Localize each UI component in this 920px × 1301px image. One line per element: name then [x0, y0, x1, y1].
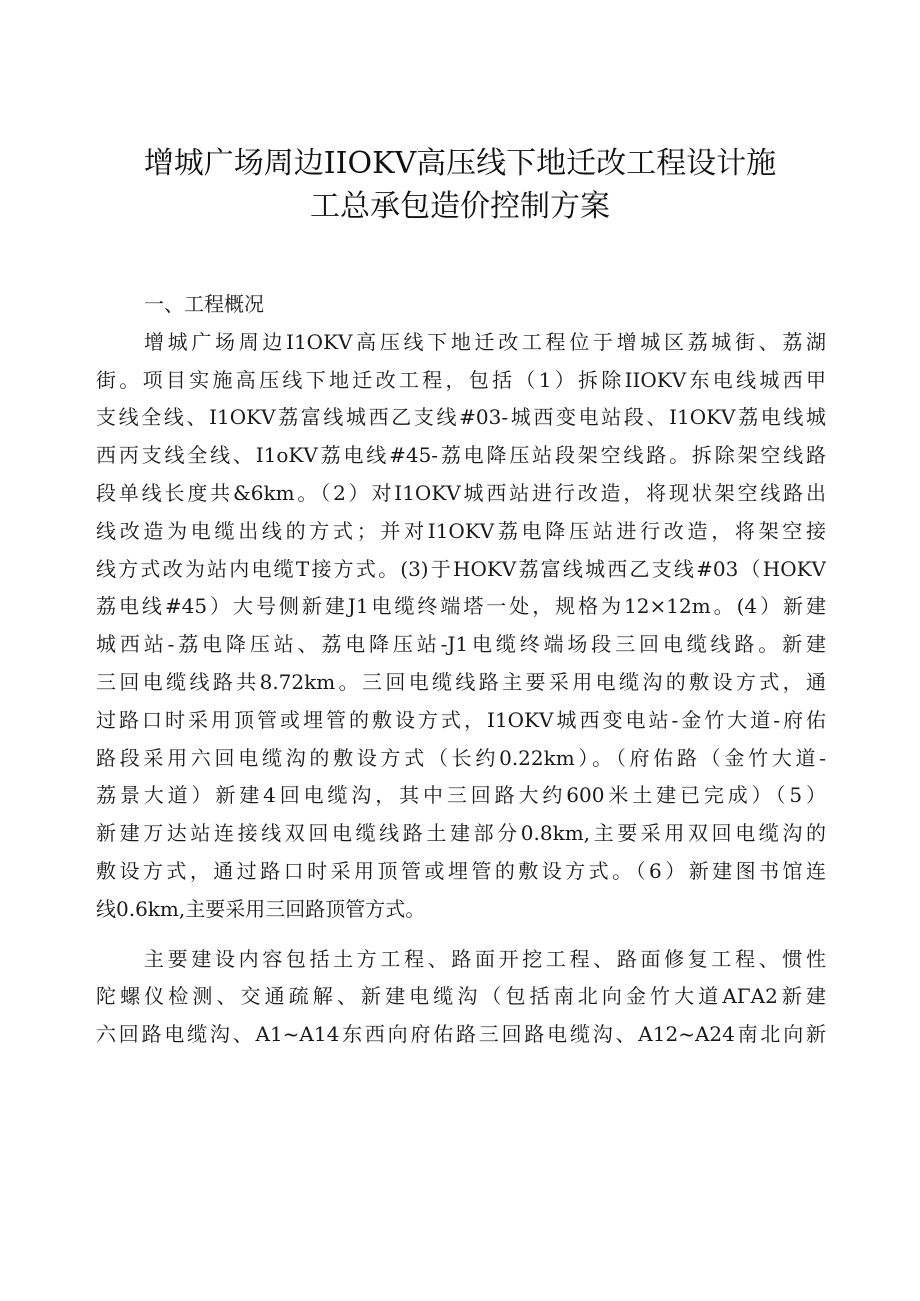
text-line: 城西站-荔电降压站、荔电降压站-J1电缆终端场段三回电缆线路。新建	[96, 632, 826, 657]
text-line: 三回电缆线路共8.72km。三回电缆线路主要采用电缆沟的敷设方式，通	[96, 669, 826, 694]
document-title	[70, 142, 850, 228]
text-line: 陀螺仪检测、交通疏解、新建电缆沟（包括南北向金竹大道AΓA2新建	[96, 984, 826, 1009]
text-line: 路段采用六回电缆沟的敷设方式（长约0.22km）。（府佑路（金竹大道-	[96, 745, 826, 770]
text-line: 支线全线、I1OKV荔富线城西乙支线#03-城西变电站段、I1OKV荔电线城	[96, 405, 826, 430]
document-body	[96, 286, 826, 1054]
title-line-1: 增城广场周边IIOKV高压线下地迁改工程设计施	[143, 146, 777, 181]
text-line: 新建万达站连接线双回电缆线路土建部分0.8km,主要采用双回电缆沟的	[96, 821, 826, 846]
text-line: 西丙支线全线、I1oKV荔电线#45-荔电降压站段架空线路。拆除架空线路	[96, 443, 826, 468]
text-line: 段单线长度共&6km。（2）对I1OKV城西站进行改造，将现状架空线路出	[96, 480, 826, 505]
paragraph-project-overview	[96, 324, 826, 929]
text-line: 街。项目实施高压线下地迁改工程，包括（1）拆除IIOKV东电线城西甲	[96, 367, 826, 392]
title-line-2: 工总承包造价控制方案	[310, 189, 610, 224]
text-line: 过路口时采用顶管或埋管的敷设方式，I1OKV城西变电站-金竹大道-府佑	[96, 707, 826, 732]
text-line: 线0.6km,主要采用三回路顶管方式。	[96, 896, 426, 921]
text-line: 敷设方式，通过路口时采用顶管或埋管的敷设方式。（6）新建图书馆连	[96, 858, 826, 883]
paragraph-construction-content	[96, 941, 826, 1054]
text-line: 六回路电缆沟、A1~A14东西向府佑路三回路电缆沟、A12~A24南北向新	[96, 1022, 826, 1047]
text-line: 增城广场周边I1OKV高压线下地迁改工程位于增城区荔城街、荔湖	[144, 329, 826, 354]
text-line: 荔景大道）新建4回电缆沟，其中三回路大约600米土建已完成）（5）	[96, 783, 826, 808]
text-line: 主要建设内容包括土方工程、路面开挖工程、路面修复工程、惯性	[144, 946, 826, 971]
text-line: 荔电线#45）大号侧新建J1电缆终端塔一处，规格为12×12m。(4）新建	[96, 594, 826, 619]
text-line: 线改造为电缆出线的方式；并对I1OKV荔电降压站进行改造，将架空接	[96, 518, 826, 543]
section-heading: 一、工程概况	[144, 292, 264, 316]
text-line: 线方式改为站内电缆T接方式。(3)于HOKV荔富线城西乙支线#03（HOKV	[96, 556, 826, 581]
